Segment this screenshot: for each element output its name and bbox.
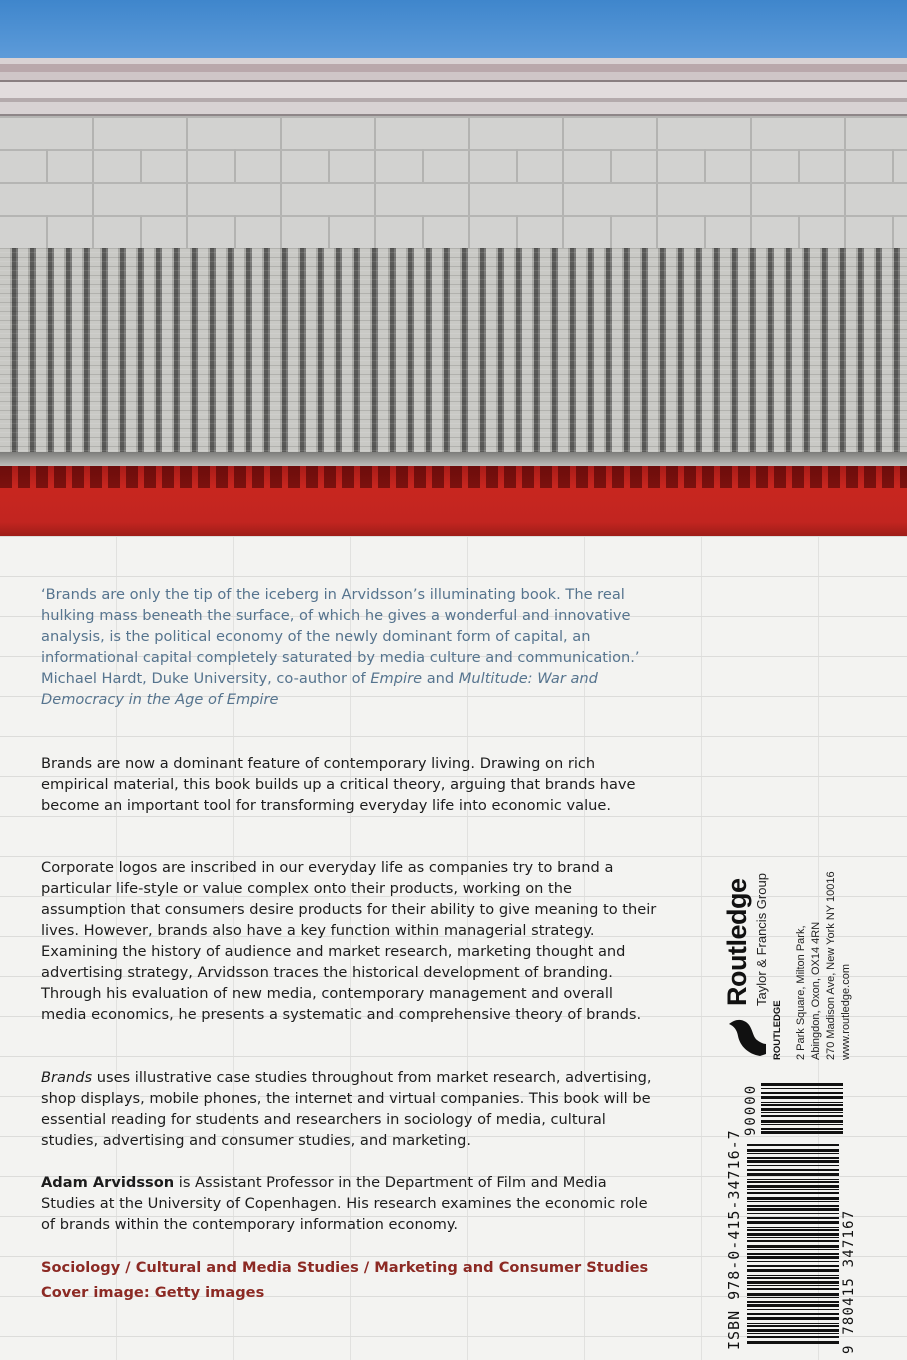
sky (0, 0, 907, 58)
endorsement-quote (41, 584, 661, 710)
publisher-address: 2 Park Square, Milton Park, Abingdon, Oxon, OX14 4RN 270 Madison Ave, New York NY 10016 www.routledge.com (795, 871, 852, 1060)
author-bio: Adam Arvidsson is Assistant Professor in the Department of Film and Media Studies at the University of Copenhagen. His research examines the economic role of brands within the contemporary information economy. (41, 1174, 648, 1233)
barcode-bar (747, 1157, 839, 1159)
barcode-bar (747, 1240, 839, 1242)
barcode-bar (761, 1128, 843, 1130)
quote-attribution: Michael Hardt, Duke University, co-author of Empire and Multitude: War and Democracy in the Age of Empire (41, 670, 598, 708)
ribbed-band-base (0, 452, 907, 466)
subject-categories-block (41, 1255, 681, 1305)
barcode-bar (747, 1329, 839, 1332)
description-paragraph-1: Brands are now a dominant feature of contemporary living. Drawing on rich empirical material, this book builds up a critical theory, arguing that brands have become an important tool for transforming everyday life into economic value. (41, 755, 636, 814)
barcode-bar (747, 1160, 839, 1163)
barcode-bar (747, 1281, 839, 1284)
barcode-bar (761, 1092, 843, 1094)
barcode-bar (747, 1275, 839, 1276)
isbn-barcode-block (725, 1078, 885, 1354)
barcode-bar (747, 1301, 839, 1303)
book-title-empire: Empire (370, 670, 423, 687)
barcode-bar (747, 1341, 839, 1344)
barcode-bar (747, 1189, 839, 1190)
barcode-bar (761, 1096, 843, 1099)
roof-trim (0, 58, 907, 116)
barcode-bar (747, 1265, 839, 1267)
barcode-bar (747, 1181, 839, 1183)
barcode-bar (747, 1208, 839, 1211)
barcode-bar (761, 1104, 843, 1106)
publisher-block (722, 800, 872, 1060)
price-addon-digits: 90000 (743, 1083, 759, 1136)
barcode-bar (761, 1124, 843, 1125)
barcode-bar (747, 1323, 839, 1324)
barcode-bar (761, 1083, 843, 1086)
barcode-bar (747, 1293, 839, 1296)
barcode-bar (747, 1256, 839, 1259)
barcode-bar (747, 1185, 839, 1188)
barcode-bar (747, 1309, 839, 1310)
barcode-bar (747, 1153, 839, 1154)
barcode-bar (747, 1205, 839, 1207)
ribbed-block-texture (0, 248, 907, 456)
isbn-label: ISBN 978-0-415-34716-7 (725, 1129, 743, 1350)
publisher-name: Routledge (722, 878, 752, 1006)
red-stripe-shadow (0, 466, 907, 488)
barcode (747, 1144, 839, 1344)
barcode-bar (747, 1336, 839, 1338)
barcode-bar (747, 1144, 839, 1146)
barcode-bar (761, 1120, 843, 1123)
barcode-bar (761, 1088, 843, 1089)
barcode-bar (747, 1313, 839, 1315)
barcode-bar (761, 1131, 843, 1134)
barcode-bar (747, 1261, 839, 1262)
barcode-bar (761, 1102, 843, 1103)
barcode-bar (747, 1227, 839, 1228)
barcode-bar (747, 1233, 839, 1236)
barcode-bar (747, 1165, 839, 1166)
description-paragraph-2: Corporate logos are inscribed in our everyday life as companies try to brand a particular life-style or value complex onto their products, working on the assumption that consumers desire products for their ability to give meaning to their lives. However, brands also have a key function within managerial strategy. Examining the history of audience and market research, marketing thought and advertising strategy, Arvidsson traces the historical development of branding. Through his evaluation of new media, contemporary management and overall media economics, he presents a systematic and comprehensive theory of brands. (41, 859, 657, 1023)
barcode-bar (747, 1325, 839, 1327)
barcode-bar (747, 1213, 839, 1214)
author-name: Adam Arvidsson (41, 1174, 175, 1191)
barcode-bar (747, 1173, 839, 1176)
barcode-bar (747, 1297, 839, 1298)
barcode-bar (761, 1112, 843, 1113)
barcode-bar (747, 1192, 839, 1194)
cover-image-credit: Cover image: Getty images (41, 1284, 265, 1301)
publisher-logo-text: ROUTLEDGE (772, 1000, 783, 1060)
barcode-bar (747, 1245, 839, 1248)
barcode-bar (747, 1269, 839, 1272)
barcode-bar (747, 1317, 839, 1320)
subject-categories: Sociology / Cultural and Media Studies / Marketing and Consumer Studies (41, 1259, 649, 1276)
barcode-bar (747, 1229, 839, 1231)
barcode-bar (747, 1333, 839, 1334)
barcode-bar (747, 1249, 839, 1250)
barcode-bar (747, 1285, 839, 1286)
barcode-bar (747, 1253, 839, 1255)
description-paragraph-3: Brands uses illustrative case studies throughout from market research, advertising, shop displays, mobile phones, the internet and virtual companies. This book will be essential reading for students and researchers in sociology of media, cultural studies, advertising and consumer studies, and marketing. (41, 1069, 652, 1149)
barcode-bar (761, 1115, 843, 1117)
publisher-group: Taylor & Francis Group (754, 873, 769, 1006)
barcode-bar (747, 1197, 839, 1200)
barcode-bar (747, 1237, 839, 1238)
price-addon-barcode (761, 1082, 843, 1134)
barcode-bar (747, 1277, 839, 1279)
barcode-bar (747, 1149, 839, 1152)
barcode-bar (747, 1304, 839, 1307)
brick-wall-upper (0, 116, 907, 248)
book-title-brands: Brands (41, 1069, 93, 1086)
barcode-bar (747, 1201, 839, 1202)
book-title-multitude: Multitude: War and Democracy in the Age of Empire (41, 670, 598, 708)
barcode-digits: 9 780415 347167 (841, 1209, 857, 1354)
barcode-bar (747, 1221, 839, 1224)
routledge-logo-icon (726, 1014, 766, 1060)
barcode-bar (747, 1288, 839, 1290)
quote-text: ‘Brands are only the tip of the iceberg in Arvidsson’s illuminating book. The real hulking mass beneath the surface, of which he gives a wonderful and innovative analysis, is the political economy of the newly dominant form of capital, an informational capital completely saturated by media culture and communication.’ (41, 586, 640, 666)
barcode-bar (747, 1179, 839, 1180)
barcode-bar (747, 1169, 839, 1171)
barcode-bar (747, 1217, 839, 1219)
barcode-bar (761, 1108, 843, 1111)
